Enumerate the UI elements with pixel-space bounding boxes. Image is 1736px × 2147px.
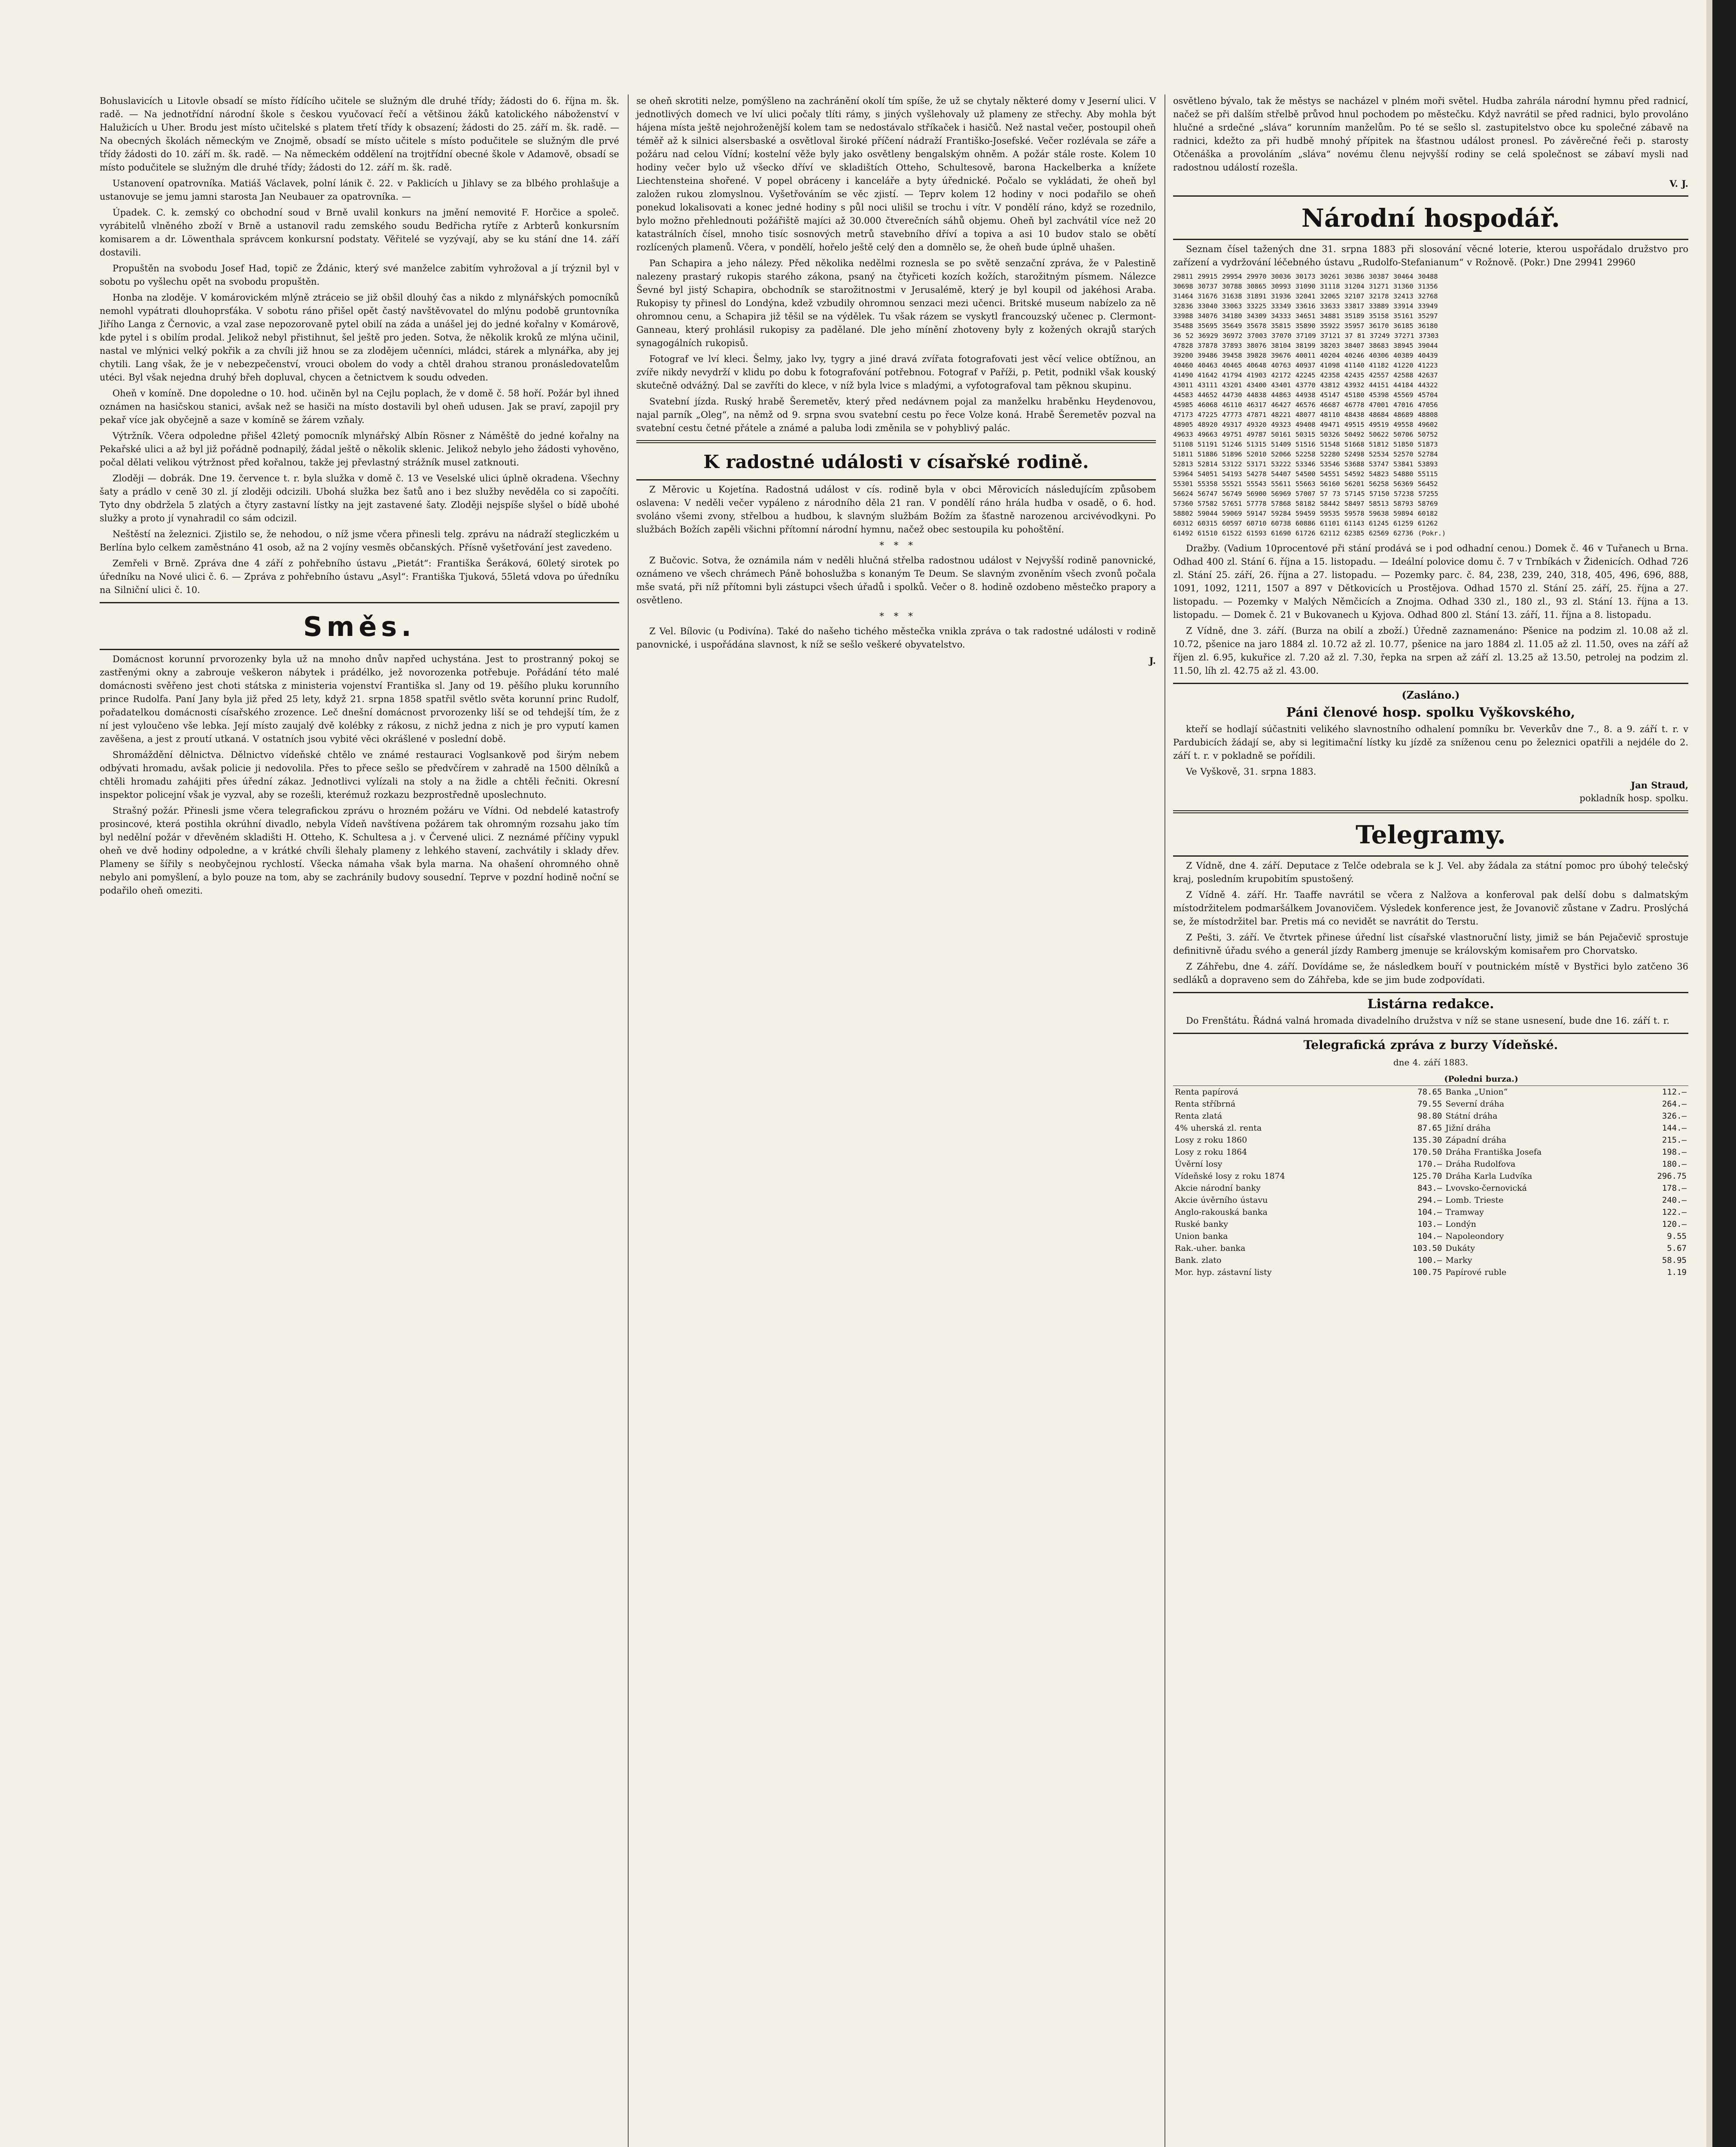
bourse-value-a: 79.55 <box>1417 1099 1442 1109</box>
bourse-row <box>1173 1254 1688 1266</box>
divider <box>1173 239 1688 240</box>
article-household: Domácnost korunní prvorozenky byla už na mnoho dnův napřed uchystána. Jest to prostranný pokoj se zastřenými okny a zabrouje veškeron nábytek i prádélko, jež novorozenka potřebuje. Pořádání této malé domácnosti svěřeno jest choti státska z ministeria vojenství Františka sl. Jany od 19. pěšího pluku korunního prince Rudolfa. Paní Jany byla již před 25 lety, když 21. srpna 1858 spatřil světlo světa korunní princ Rudolf, pořadatelkou domácnosti císařského zrozence. Leč dnešní domácnost prvorozenky liší se od tehdejší tím, že z ní jest vyloučeno vše lebka. Její místo zaujalý dvě kolébky z rákosu, z nichž jedna z nich je pro vyputí kamen zavěšena, a jest z proutí utkaná. V ostatních jsou vybité věci okrášlené v poslední době. <box>100 654 619 744</box>
bourse-name-a: Rak.-uher. banka <box>1175 1244 1246 1253</box>
bourse-value-b: 1.19 <box>1667 1268 1687 1277</box>
divider <box>1173 992 1688 993</box>
bourse-name-a: Losy z roku 1864 <box>1175 1147 1247 1157</box>
bourse-row <box>1173 1182 1688 1194</box>
article-grain-market: Z Vídně, dne 3. září. (Burza na obilí a zboží.) Úředně zaznamenáno: Pšenice na podzim zl. 10.08 až zl. 10.72, pšenice na jaro 1884 zl. 10.72 až zl. 10.77, pšenice na jaro 1884 zl. 11.05 až zl. 11.50, oves na září až říjen zl. 6.95, kukuřice zl. 7.20 až zl. 7.30, řepka na srpen až září zl. 13.25 až 13.50, petrolej na podzim zl. 11.50, líh zl. 42.75 až zl. 43.00. <box>1173 626 1688 676</box>
bourse-header-left: (Poledni burza.) <box>1444 1073 1688 1086</box>
bourse-value-b: 9.55 <box>1667 1232 1687 1241</box>
bourse-name-a: Bank. zlato <box>1175 1256 1222 1265</box>
article-fire-cont: se oheň skrotiti nelze, pomýšleno na zachránění okolí tím spíše, že už se chytaly některé domy v Jeserní ulici. V jednotlivých domech ve lví ulici počaly tlíti rámy, s jiných vyšlehovaly už plameny ze střechy. Aby mohla být hájena místa ještě nejohroženější kolem tam se nedostávalo stříkaček i hasičů. Než nastal večer, postoupil oheň téměř až k silnici alsersbaské a osvětloval široké příčení nádraží Františko-Josefské. Večer rozlévala se záře a požáru nad celou Vídní; kostelní věže byly jako osvětleny bengalským ohněm. A požár stále roste. Kolem 10 hodiny večer bylo už všecko dříví ve skladištích Otteho, Schultesově, barona Hackelberka a knížete Liechtensteina shořené. V popel obráceny i kanceláře a byty úřednické. Počalo se vykládati, že oheň byl založen rukou zlomyslnou. Vyšetřováním se věc zjistí. — Teprv kolem 12 hodiny v noci podařilo se oheň ponekud lokalisovati a konec jedné hodiny s půl noci ulišil se trochu i vítr. V pondělí ráno, když se rozednilo, bylo možno přehlednouti požářiště majíci až 30.000 čtverečních sáhů objemu. Oheň byl zachvátil více než 20 katastrálních čísel, mnoho tisíc sosnových metrů stavebního dříví a topiva a asi 10 budov stalo se obětí rozlícených plamenů. Včera, v pondělí, hořelo ještě celý den a domnělo se, že oheň bude úplně uhašen. <box>636 96 1156 252</box>
zaslano-place: Ve Vyškově, 31. srpna 1883. <box>1186 766 1316 777</box>
bourse-row <box>1173 1098 1688 1110</box>
royal-bilovice: Z Vel. Bílovic (u Podivína). Také do našeho tichého městečka vnikla zpráva o tak radostné události v rodině panovnické, i uspořádána slavnost, k níž se sešlo veškeré obyvatelstvo. <box>636 626 1156 650</box>
bourse-value-a: 294.— <box>1417 1195 1442 1205</box>
bourse-row <box>1173 1194 1688 1206</box>
zaslano-label: (Zasláno.) <box>1402 689 1460 701</box>
bourse-header-row <box>1173 1073 1688 1086</box>
bourse-value-b: 180.— <box>1662 1159 1687 1169</box>
bourse-row <box>1173 1266 1688 1278</box>
listarna-text: Do Frenštátu. Řádná valná hromada divadelního družstva v níž se stane usnesení, bude dne 16. září t. r. <box>1186 1016 1670 1026</box>
section-title-hospodar: Národní hospodář. <box>1301 204 1560 233</box>
zaslano-sig-role: pokladník hosp. spolku. <box>1579 793 1688 803</box>
bourse-date: dne 4. září 1883. <box>1393 1057 1468 1067</box>
divider <box>100 649 619 650</box>
column-1 <box>100 94 619 900</box>
bourse-name-b: Londýn <box>1445 1219 1476 1229</box>
bourse-name-b: Dráha Karla Ludvíka <box>1445 1171 1532 1181</box>
bourse-value-b: 144.— <box>1662 1123 1687 1133</box>
bourse-value-a: 103.50 <box>1412 1244 1442 1253</box>
divider <box>1173 1033 1688 1034</box>
article-rioter: Výtržník. Včera odpoledne přišel 42letý pomocník mlynářský Albín Rösner z Náměště do jedné kořalny na Pekařské ulici a až byl již pořádně podnapilý, žádal ještě o několik sklenic. Jelikož nebylo jeho žádosti vyhověno, počal dělati velikou výtržnost před kořalnou, takže jej převlastný strážník musel zatknouti. <box>100 431 619 468</box>
bourse-row <box>1173 1218 1688 1230</box>
bourse-value-b: 296.75 <box>1657 1171 1687 1181</box>
bourse-name-a: Akcie úvěrního ústavu <box>1175 1195 1268 1205</box>
celebration-signature: V. J. <box>1669 178 1688 189</box>
article-bankruptcy: Úpadek. C. k. zemský co obchodní soud v Brně uvalil konkurs na jmění nemovité F. Horčice a společ. vyrábitelů vlněného zboží v Brně a ustanovil radu zemského soudu Bedřicha rytíře z Arbterů konkursním komisarem a dr. Löwenthala správcem konkursní podstaty. Věřitelé se vyzývají, aby se ku stání dne 14. září dostavili. <box>100 207 619 258</box>
bourse-name-a: Renta stříbrná <box>1175 1099 1236 1109</box>
article-teacher-posts: Bohuslavicích u Litovle obsadí se místo řídícího učitele se služným dle druhé třídy; žádosti do 6. října m. šk. radě. — Na jednotřídní národní škole s českou vyučovací řečí a většinou žáků katolického náboženství v Halužicích u Uher. Brodu jest místo učitelské s platem třetí třídy k obsazení; žádosti do 25. září m. šk. radě. — Na obecných školách německým ve Znojmě, obsadí se místo učitele s místo podučitele se služným dle prvé třídy žádosti do 10. září m. šk. radě. — Na německém oddělení na trojtřídní obecné škole v Adamově, obsadí se místo podučitele se služným dle druhé třídy; žádosti do 12. září m. šk. radě. <box>100 96 619 173</box>
bourse-row <box>1173 1086 1688 1098</box>
bourse-value-b: 112.— <box>1662 1087 1687 1097</box>
article-workers-meeting: Shromáždění dělnictva. Dělnictvo vídeňské chtělo ve známé restauraci Voglsankově pod širým nebem odbývati hromadu, avšak policie ji nedovolila. Přes to přece sešlo se předvčírem v zahradě na 1500 dělníků a chtěli hromadu zahájiti přes úřední zákaz. Jednotlivci vylízali na stoly a na židle a chtěli řečniti. Okresní inspektor policejní však je vyzval, aby se rozešli, kterémuž rozkazu bezprostředně uposlechnuto. <box>100 750 619 800</box>
asterism: * * * <box>879 540 913 550</box>
page-edge-strip <box>1706 0 1712 2147</box>
bourse-name-b: Dukáty <box>1445 1244 1475 1253</box>
bourse-value-a: 135.30 <box>1412 1135 1442 1145</box>
divider <box>636 479 1156 480</box>
divider <box>100 602 619 603</box>
bourse-row <box>1173 1242 1688 1254</box>
royal-merovice: Z Měrovic u Kojetína. Radostná událost v cís. rodině byla v obci Měrovicích následujícím způsobem oslavena: V neděli večer vypáleno z národního děla 21 ran. V pondělí ráno hrála hudba v osadě, o 6. hod. svoláno všemi zvony, střelbou a hudbou, k slavným službám Božím za šťastně narozenou arcivévodkyni. Po službách Božích zapěli všichni přítomní národní hymnu, načež obec sestoupila ku pohoštění. <box>636 484 1156 535</box>
bourse-row <box>1173 1134 1688 1146</box>
bourse-row <box>1173 1230 1688 1242</box>
bourse-name-a: Union banka <box>1175 1232 1228 1241</box>
bourse-title: Telegrafická zpráva z burzy Vídeňské. <box>1303 1038 1558 1052</box>
article-fire: Strašný požár. Přinesli jsme včera telegrafickou zprávu o hrozném požáru ve Vídni. Od nebdelé katastrofy prosincové, která postihla okrúhní divadlo, nebyla Vídeň navštívena požárem tak ohromným rozsahu jako tím byl nedělní požár v dřevěném skladišti H. Otteho, K. Schultesa a j. v Červené ulici. Z neznámé příčiny vypukl oheň ve dvě hodiny odpoledne, a v krátké chvíli šlehaly plameny z lehkého stavení, zachvátily i sklady dřev. Plameny se šířily s neobyčejnou rychlostí. Všecka námaha však byla marna. Na ohašení ohromného ohně nebylo ani pomyšlení, a bylo pouze na tom, aby se zachránily budovy sousední. Teprve v pozdní hodině noční se podařilo oheň omeziti. <box>100 806 619 896</box>
telegram-zagreb: Z Záhřebu, dne 4. září. Dovídáme se, že následkem bouří v poutnickém místě v Bystřici bylo zatčeno 36 sedláků a dopraveno sem do Záhřeba, kde se jim bude zodpovídati. <box>1173 961 1688 985</box>
telegram-vienna-1: Z Vídně, dne 4. září. Deputace z Telče odebrala se k J. Vel. aby žádala za státní pomoc pro úbohý telečský kraj, posledním krupobitím spustošený. <box>1173 861 1688 884</box>
section-title-royal: K radostné události v císařské rodině. <box>703 451 1089 472</box>
article-chimney-fire: Oheň v komíně. Dne dopoledne o 10. hod. učiněn byl na Cejlu poplach, že v domě č. 58 hoří. Požár byl ihned oznámen na hasičskou stanici, avšak než se hasiči na místo dostavili byl oheň udusen. Jak se praví, zapojil pry pekař více jak obyčejně a saze v komíně se žárem vzňaly. <box>100 388 619 425</box>
bourse-value-a: 100.— <box>1417 1256 1442 1265</box>
bourse-name-a: Anglo-rakouská banka <box>1175 1207 1268 1217</box>
bourse-name-a: Ruské banky <box>1175 1219 1228 1229</box>
bourse-row <box>1173 1170 1688 1182</box>
bourse-value-b: 264.— <box>1662 1099 1687 1109</box>
bourse-name-b: Tramway <box>1445 1207 1484 1217</box>
bourse-value-b: 122.— <box>1662 1207 1687 1217</box>
bourse-name-b: Západní dráha <box>1445 1135 1507 1145</box>
bourse-value-a: 98.80 <box>1417 1111 1442 1121</box>
bourse-value-b: 178.— <box>1662 1183 1687 1193</box>
bourse-value-a: 104.— <box>1417 1207 1442 1217</box>
bourse-value-a: 103.— <box>1417 1219 1442 1229</box>
zaslano-sig-name: Jan Straud, <box>1631 780 1688 791</box>
column-rule <box>628 94 629 2147</box>
page-binding-edge <box>1712 0 1736 2147</box>
bourse-value-a: 100.75 <box>1412 1268 1442 1277</box>
column-2 <box>636 94 1156 667</box>
divider <box>1173 855 1688 857</box>
royal-bucovice: Z Bučovic. Sotva, že oznámila nám v neděli hlučná střelba radostnou událost v Nejvyšší rodině panovnické, oznámeno ve všech chrámech Páně bohoslužba s konaným Te Deum. Se slavným zvoněním všech zvonů počala mše svatá, při níž přítomni byli zástupci všech úřadů i spolků. Večer o 8. hodině ozdobeno městečko prapory a osvětleno. <box>636 555 1156 605</box>
bourse-name-b: Dráha Rudolfova <box>1445 1159 1516 1169</box>
bourse-name-b: Lomb. Trieste <box>1445 1195 1504 1205</box>
bourse-value-a: 843.— <box>1417 1183 1442 1193</box>
bourse-name-a: Vídeňské losy z roku 1874 <box>1175 1171 1285 1181</box>
divider <box>1173 810 1688 813</box>
bourse-body <box>1173 1086 1688 1279</box>
bourse-name-b: Severní dráha <box>1445 1099 1505 1109</box>
bourse-value-b: 198.— <box>1662 1147 1687 1157</box>
article-celebration-cont: osvětleno bývalo, tak že městys se nacházel v plném moři světel. Hudba zahrála národní hymnu před radnicí, načež se při dalším střelbě průvod hnul pochodem po městečku. Když navrátil se před radnici, bylo provoláno hlučné a srdečné „sláva“ korunním manželům. Po té se sešlo sl. zastupitelstvo obce ku společné zábavě na radnici, kdežto za při hudbě mnohý přípitek na šťastnou událost pronesl. Po závěrečné řeči p. starosty Otčenáška a provoláním „sláva“ novému členu nejvyšší rodiny se celá společnost se zábaví mysli nad radostnou událostí rozešla. <box>1173 96 1688 173</box>
bourse-name-b: Státní dráha <box>1445 1111 1498 1121</box>
article-guardian: Ustanovení opatrovníka. Matiáš Václavek, polní lánik č. 22. v Paklicích u Jihlavy se za blbého prohlašuje a ustanovuje se jemu jamni starosta Jan Neubauer za opatrovníka. — <box>100 178 619 202</box>
bourse-row <box>1173 1110 1688 1122</box>
lottery-numbers: 29811 29915 29954 29970 30036 30173 30261 30386 30387 30464 30488 30698 30737 30788 30865 30993 31090 31118 31204 31271 31360 31356 31464 31676 31638 31891 31936 32041 32065 32107 32178 32413 32768 32836 33040 33063 33225 33349 33616 33633 33817 33889 33914 33949 33988 34076 34180 34309 34333 34651 34881 35189 35158 35161 35297 35488 35695 35649 35678 35815 35890 35922 35957 36170 36185 36180 36 52 36929 36972 37003 37070 37109 37121 37 81 37249 37271 37303 47828 37878 37893 38076 38104 38199 38203 38407 38683 38945 39044 39200 39486 39458 39828 39676 40011 40204 40246 40306 40389 40439 40460 40463 40465 40648 40763 40937 41098 41140 41182 41220 41223 41490 41642 41794 41903 42172 42245 42358 42435 42557 42588 42637 43011 43111 43201 43400 43401 43770 43812 43932 44151 44184 44322 44583 44652 44730 44838 44863 44938 45147 45180 45398 45569 45704 45985 46068 46110 46317 46427 46576 46687 46778 47001 47016 47056 47173 47225 47773 47871 48221 48077 48110 48438 48684 48689 48808 48905 48920 49317 49320 49323 49408 49471 49515 49519 49558 49602 49633 49663 49751 49787 50161 50315 50326 50492 50622 50706 50752 51108 51191 51246 51315 51409 51516 51548 51668 51812 51850 51873 51811 51886 51896 52010 52066 52258 52280 52498 52534 52570 52784 52813 52814 53122 53171 53222 53346 53546 53688 53747 53841 53893 53964 54051 54193 54278 54407 54500 54551 54592 54823 54880 55115 55301 55358 55521 55543 55611 55663 56160 56201 56258 56369 56452 56624 56747 56749 56900 56969 57007 57 73 57145 57150 57238 57255 57360 57582 57651 57778 57868 58182 58442 58497 58513 58793 58769 58802 59044 59069 59147 59284 59459 59535 59578 59638 59894 60182 60312 60315 60597 60710 60738 60886 61101 61143 61245 61259 61262 61492 61510 61522 61593 61690 61726 62112 62385 62569 62736 (Pokr.) <box>1173 273 1446 537</box>
article-photographer: Fotograf ve lví kleci. Šelmy, jako lvy, tygry a jiné dravá zvířata fotografovati jest věcí velice obtížnou, an zvíře nikdy nevydrží v klidu po dobu k fotografování potřebnou. Fotograf v Paříži, p. Petit, podnikl však kouský skutečně odvážný. Dal se zavříti do klece, v níž byla lvice s mladými, a vyfotografoval tam pěknou skupinu. <box>636 354 1156 391</box>
bourse-name-a: Úvěrní losy <box>1175 1159 1222 1169</box>
telegram-vienna-2: Z Vídně 4. září. Hr. Taaffe navrátil se včera z Nalžova a konferoval pak delší dobu s dalmatským místodržitelem podmaršálkem Jovanovičem. Výsledek konference jest, že Jovanovič zůstane v Zadru. Proslýchá se, že místodržitel bar. Pretis má co nevidět se navrátit do Terstu. <box>1173 890 1688 927</box>
royal-signature: J. <box>1149 655 1156 666</box>
bourse-value-a: 125.70 <box>1412 1171 1442 1181</box>
bourse-value-b: 326.— <box>1662 1111 1687 1121</box>
bourse-value-a: 87.65 <box>1417 1123 1442 1133</box>
section-title-smes: Směs. <box>303 611 416 642</box>
divider <box>1173 195 1688 197</box>
bourse-name-a: Mor. hyp. zástavní listy <box>1175 1268 1272 1277</box>
section-title-telegrams: Telegramy. <box>1356 820 1506 849</box>
bourse-value-b: 120.— <box>1662 1219 1687 1229</box>
telegram-pest: Z Pešti, 3. září. Ve čtvrtek přinese úřední list císařské vlastnoruční listy, jimiž se bán Pejačevič sprostuje definitivně úřadu svého a generál jízdy Ramberg jmenuje se královským komisařem pro Chorvatsko. <box>1173 932 1688 956</box>
column-rule <box>1164 94 1165 2147</box>
bourse-name-a: Losy z roku 1860 <box>1175 1135 1247 1145</box>
bourse-value-b: 58.95 <box>1662 1256 1687 1265</box>
listarna-title: Listárna redakce. <box>1367 997 1494 1012</box>
bourse-row <box>1173 1206 1688 1218</box>
article-deaths: Zemřeli v Brně. Zpráva dne 4 září z pohřebního ústavu „Pietát“: Františka Šeráková, 60letý sirotek po úředníku na Nové ulici č. 6. — Zpráva z pohřebního ústavu „Asyl“: Františka Tjuková, 55letá vdova po úředníku na Silniční ulici č. 10. <box>100 558 619 595</box>
bourse-value-a: 170.50 <box>1412 1147 1442 1157</box>
article-kind-thief: Zloději — dobrák. Dne 19. července t. r. byla služka v domě č. 13 ve Veselské ulici úplně okradena. Všechny šaty a prádlo v ceně 30 zl. jí zloději odcizili. Ubohá služka bez šatů ano i bez služby nevěděla co si započíti. Tyto dny obdržela 5 zlatých a čtyry zastavní lístky na jejt zastavené šaty. Zloději nejspíše slyšel o bídě ubohé služky a proto jí vynahradil co sám odcizil. <box>100 473 619 523</box>
article-thief-hunt: Honba na zloděje. V komárovickém mlýně ztráceio se již obšil dlouhý čas a nikdo z mlynářských pomocníků nemohl vypátrati dlouhoprsťáka. V sobotu ráno přišel opět častý navštěvovatel do mlýnu podobě gruntovníka Jiřího Langa z Černovic, a vzal zase nepozorovaně pytel obilí na záda a unášel jej do jedné kořalny v Komárově, kde pytel i s obilím prodal. Jelikož nebyl přistihnut, šel ještě pro jeden. Sotva, že několik kroků ze mlýna učinil, nastal ve mlýnici velký pokřik a za chvíli již hnou se za zlodějem učenníci, mládci, stárek a mlynářka, aby jej chytili. Lang však, že je v nebezpečenství, vrouci obolem do vody a chtěl drahou stranou pronásledovatelům utéci. Byl však nejedna druhý břeh dopluval, chycen a četnictvem k soudu odveden. <box>100 292 619 383</box>
bourse-row <box>1173 1146 1688 1158</box>
bourse-value-b: 240.— <box>1662 1195 1687 1205</box>
bourse-name-b: Papírové ruble <box>1445 1268 1507 1277</box>
lottery-intro: Seznam čísel tažených dne 31. srpna 1883 při slosování věcné loterie, kterou uspořádalo družstvo pro zařízení a vydržování léčebného ústavu „Rudolfo-Stefanianum“ v Rožnově. (Pokr.) Dne 29941 29960 <box>1173 244 1688 268</box>
bourse-name-a: Akcie národní banky <box>1175 1183 1261 1193</box>
bourse-name-a: Renta papírová <box>1175 1087 1239 1097</box>
article-wedding: Svatební jízda. Ruský hrabě Šeremetěv, který před nedávnem pojal za manželku hraběnku Heydenovou, najal parník „Oleg“, na němž od 9. srpna svou svatební cestu po řece Volze koná. Hrabě Šeremetěv pozval na svatební cestu četné přátele a známé a paluba lodi změnila se v pohyblivý palác. <box>636 396 1156 433</box>
bourse-value-a: 104.— <box>1417 1232 1442 1241</box>
article-schapira: Pan Schapira a jeho nálezy. Před několika nedělmi roznesla se po světě senzační zpráva, že v Palestině nalezeny prastarý rukopis starého zákona, psaný na čtyřiceti kozích kožích, starožitným písmem. Nálezce Ševné byl jistý Schapira, obchodník se starožitnostmi v Jerusalémě, který je byl koupil od jakéhosi Araba. Rukopisy ty přinesl do Londýna, kdež vzbudily ohromnou senzaci mezi učenci. Britské museum nabízelo za ně ohromnou cenu, a Schapira již těšil se na výdělek. Tu však rázem se vyskytl francouzský učenec p. Clermont-Ganneau, který prohlásil rukopisy za padělané. Dle jeho mínění zhotoveny byly z kožených okrajů starých synagogálních rukopisů. <box>636 258 1156 348</box>
bourse-value-a: 78.65 <box>1417 1087 1442 1097</box>
article-railway-accident: Neštěstí na železnici. Zjistilo se, že nehodou, o níž jsme včera přinesli telg. zprávu na nádraží stegliczkém u Berlína bylo celkem zaměstnáno 41 osob, až na 2 vojíny vesměs občanských. Přísně vyšetřování jest zavedeno. <box>100 529 619 553</box>
zaslano-title: Páni členové hosp. spolku Vyškovského, <box>1286 705 1575 720</box>
divider <box>1173 683 1688 684</box>
bourse-name-a: 4% uherská zl. renta <box>1175 1123 1262 1133</box>
bourse-row <box>1173 1158 1688 1170</box>
article-released: Propuštěn na svobodu Josef Had, topič ze Ždánic, který své manželce zabitím vyhrožoval a jí trýznil byl v sobotu po vyšlechu opět na svobodu propuštěn. <box>100 263 619 287</box>
zaslano-text: kteří se hodlají súčastniti velikého slavnostního odhalení pomníku br. Veverkův dne 7., 8. a 9. září t. r. v Pardubicích žádají se, aby si legitimační lístky ku jízdě za sníženou cenu po železnici opatřili a nejdéle do 2. září t. r. v pokladně se pořídili. <box>1173 724 1688 761</box>
asterism: * * * <box>879 611 913 621</box>
bourse-name-b: Banka „Union“ <box>1445 1087 1508 1097</box>
bourse-name-b: Dráha Františka Josefa <box>1445 1147 1542 1157</box>
bourse-name-b: Jižní dráha <box>1445 1123 1491 1133</box>
bourse-value-b: 215.— <box>1662 1135 1687 1145</box>
bourse-name-b: Napoleondory <box>1445 1232 1504 1241</box>
bourse-name-b: Marky <box>1445 1256 1472 1265</box>
bourse-name-a: Renta zlatá <box>1175 1111 1222 1121</box>
bourse-table <box>1173 1073 1688 1278</box>
bourse-row <box>1173 1122 1688 1134</box>
bourse-name-b: Lvovsko-černovická <box>1445 1183 1527 1193</box>
divider <box>636 440 1156 443</box>
column-3 <box>1173 94 1688 1278</box>
bourse-value-a: 170.— <box>1417 1159 1442 1169</box>
bourse-value-b: 5.67 <box>1667 1244 1687 1253</box>
article-auctions: Dražby. (Vadium 10procentové při stání prodává se i pod odhadní cenou.) Domek č. 46 v Tuřanech u Brna. Odhad 400 zl. Stání 6. října a 15. listopadu. — Ideální polovice domu č. 7 v Trnbíkách v Židenicích. Odhad 726 zl. Stání 25. září, 26. října a 27. listopadu. — Pozemky parc. č. 84, 238, 239, 240, 318, 405, 496, 696, 888, 1091, 1092, 1211, 1507 a 897 v Dětkovicích u Prostějova. Odhad 1570 zl. Stání 25. září, 25. října a 27. listopadu. — Pozemky v Malých Němčicích a Znojma. Odhad 330 zl., 180 zl., 93 zl. Stání 13. října a 13. listopadu. — Domek č. 21 v Bukovanech u Kyjova. Odhad 800 zl. Stání 13. září, 11. října a 8. listopadu. <box>1173 543 1688 620</box>
